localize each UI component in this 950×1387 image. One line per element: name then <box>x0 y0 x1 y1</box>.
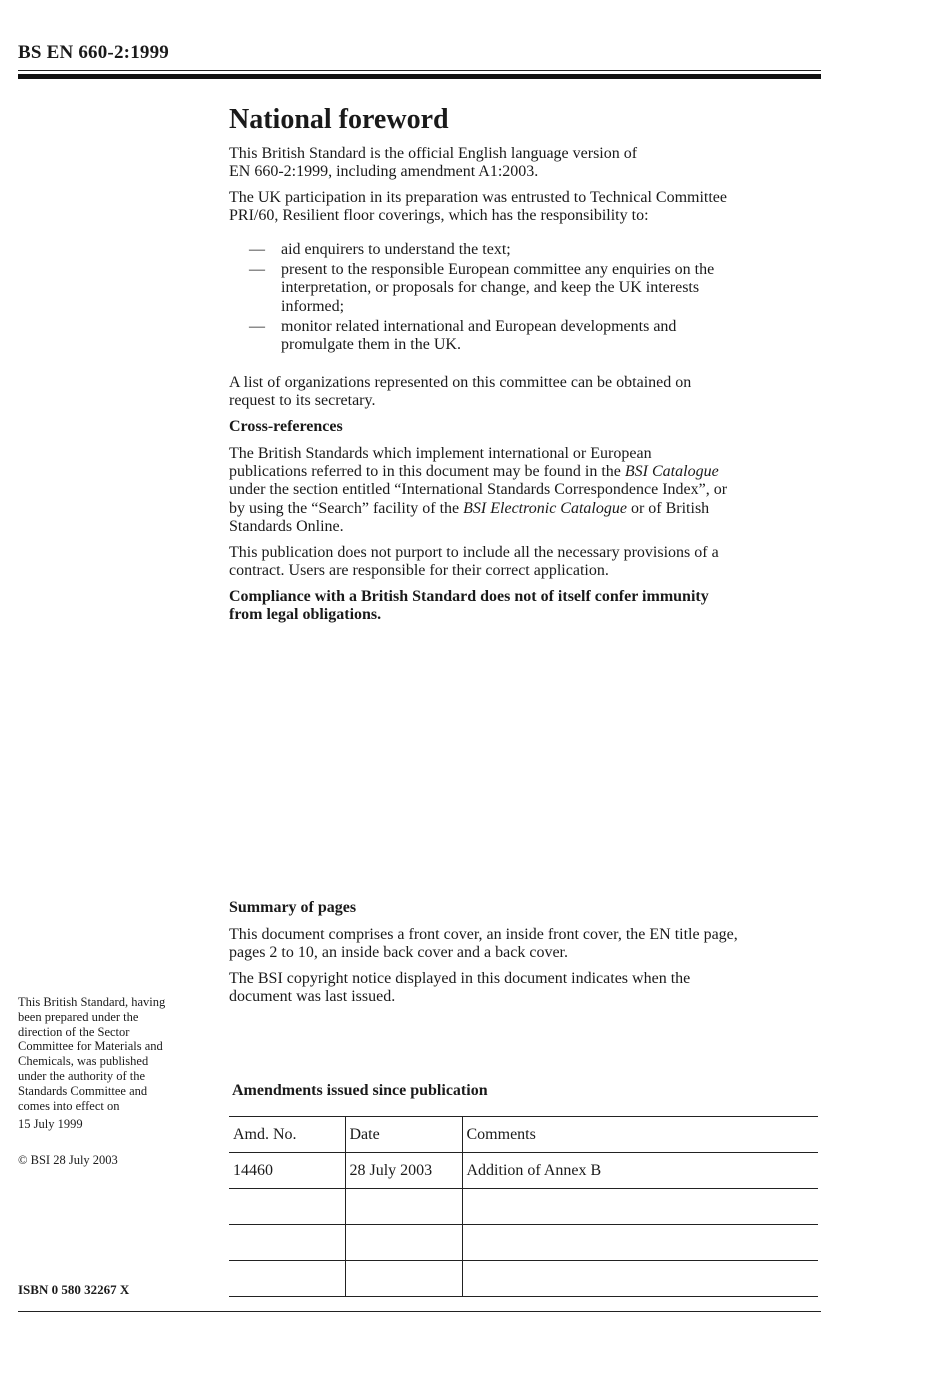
text-line: Compliance with a British Standard does not of itself confer immunity <box>229 588 709 605</box>
amendments-heading: Amendments issued since publication <box>232 1082 488 1099</box>
date-cell <box>345 1189 462 1225</box>
text-line: promulgate them in the UK. <box>281 336 461 354</box>
bsi-catalogue-title: BSI Catalogue <box>624 463 719 481</box>
text-line: A list of organizations represented on this committee can be obtained on <box>229 374 692 391</box>
column-header-comments: Comments <box>462 1117 818 1153</box>
copyright-notice: © BSI 28 July 2003 <box>18 1153 118 1167</box>
amd-no-cell: 14460 <box>229 1153 345 1189</box>
text-line: aid enquirers to understand the text; <box>281 241 511 258</box>
text-line: from legal obligations. <box>229 606 382 624</box>
text-line: monitor related international and European developments and <box>281 317 677 335</box>
isbn: ISBN 0 580 32267 X <box>18 1282 130 1297</box>
text-line: This document comprises a front cover, an inside front cover, the EN title page, <box>229 926 738 943</box>
text-line: document was last issued. <box>229 988 396 1006</box>
text-line: direction of the Sector <box>18 1024 130 1039</box>
table-row <box>229 1153 818 1189</box>
comments-cell <box>462 1225 818 1261</box>
text-line: This British Standard is the official English language version of <box>229 145 638 162</box>
amd-no-cell <box>229 1261 345 1297</box>
table-row <box>229 1189 818 1225</box>
text-line: Committee for Materials and <box>18 1039 163 1054</box>
amd-no-cell <box>229 1189 345 1225</box>
foreword-paragraph-1 <box>229 145 821 181</box>
table-row <box>229 1261 818 1297</box>
text-line: Standards Online. <box>229 517 344 535</box>
table-header-row <box>229 1117 818 1153</box>
foreword-paragraph-5 <box>229 544 821 580</box>
text-line <box>229 463 821 481</box>
list-item <box>229 261 821 316</box>
text-line: EN 660-2:1999, including amendment A1:2003. <box>229 163 539 181</box>
text-line: This publication does not purport to include all the necessary provisions of a <box>229 544 719 561</box>
responsibility-list <box>229 241 821 356</box>
text-line: pages 2 to 10, an inside back cover and a back cover. <box>229 944 568 962</box>
text-line: The British Standards which implement international or European <box>229 445 652 462</box>
column-header-date: Date <box>345 1117 462 1153</box>
text-line <box>229 500 821 518</box>
text-line: been prepared under the <box>18 1009 139 1024</box>
amendments-table <box>229 1116 818 1297</box>
text-line: interpretation, or proposals for change, and keep the UK interests <box>281 279 700 297</box>
footer-rule <box>18 1311 821 1312</box>
text-line: under the section entitled “International Standards Correspondence Index”, or <box>229 481 728 499</box>
date-cell <box>345 1225 462 1261</box>
date-cell <box>345 1261 462 1297</box>
comments-cell <box>462 1189 818 1225</box>
dash-marker: — <box>249 241 265 258</box>
effective-date: 15 July 1999 <box>18 1117 83 1131</box>
list-item <box>229 318 821 354</box>
text-line: Standards Committee and <box>18 1083 148 1098</box>
text-line: present to the responsible European committee any enquiries on the <box>281 261 715 279</box>
list-item <box>229 241 821 259</box>
standard-code: BS EN 660-2:1999 <box>18 42 169 63</box>
text-line: contract. Users are responsible for their correct application. <box>229 562 609 580</box>
publication-note <box>18 995 208 1113</box>
dash-marker: — <box>249 317 265 335</box>
text-line: PRI/60, Resilient floor coverings, which has the responsibility to: <box>229 207 649 225</box>
page-title: National foreword <box>229 104 449 135</box>
comments-cell: Addition of Annex B <box>462 1153 818 1189</box>
summary-paragraph-2 <box>229 970 821 1006</box>
amd-no-cell <box>229 1225 345 1261</box>
date-cell: 28 July 2003 <box>345 1153 462 1189</box>
bsi-electronic-catalogue-title: BSI Electronic Catalogue <box>463 499 627 517</box>
dash-marker: — <box>249 261 265 279</box>
text-line: informed; <box>281 297 345 315</box>
text-line: This British Standard, having <box>18 995 166 1009</box>
text-line: under the authority of the <box>18 1068 146 1083</box>
foreword-paragraph-3 <box>229 374 821 410</box>
text-segment: publications referred to in this document may be found in the <box>229 463 625 481</box>
cross-references-paragraph <box>229 445 821 536</box>
text-line: The BSI copyright notice displayed in this document indicates when the <box>229 970 691 987</box>
summary-paragraph-1 <box>229 926 821 962</box>
text-line: Chemicals, was published <box>18 1054 149 1069</box>
text-line: The UK participation in its preparation was entrusted to Technical Committee <box>229 189 727 206</box>
cross-references-heading: Cross-references <box>229 418 343 435</box>
header-rule-thin <box>18 70 821 71</box>
text-segment: or of British <box>626 499 710 517</box>
compliance-statement <box>229 588 821 624</box>
column-header-amd-no: Amd. No. <box>229 1117 345 1153</box>
summary-heading: Summary of pages <box>229 899 357 916</box>
text-line: comes into effect on <box>18 1098 120 1113</box>
text-segment: by using the “Search” facility of the <box>229 499 464 517</box>
comments-cell <box>462 1261 818 1297</box>
header-rule-thick <box>18 74 821 79</box>
table-row <box>229 1225 818 1261</box>
text-line: request to its secretary. <box>229 392 376 410</box>
foreword-paragraph-2 <box>229 189 821 225</box>
